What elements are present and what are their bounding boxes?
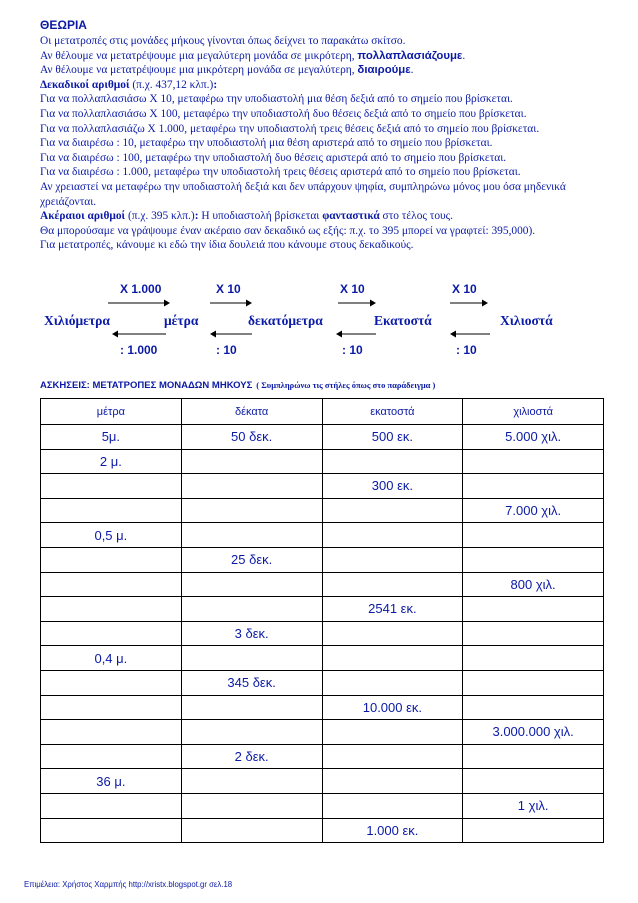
- table-cell[interactable]: [463, 744, 604, 769]
- table-cell[interactable]: [322, 498, 463, 523]
- table-cell[interactable]: [322, 547, 463, 572]
- table-cell[interactable]: [322, 720, 463, 745]
- table-cell[interactable]: [41, 695, 182, 720]
- table-cell[interactable]: [41, 744, 182, 769]
- table-cell[interactable]: [41, 670, 182, 695]
- table-cell: 5.000 χιλ.: [463, 425, 604, 450]
- table-cell[interactable]: [463, 621, 604, 646]
- table-row: [41, 523, 604, 548]
- table-cell[interactable]: [322, 793, 463, 818]
- table-cell[interactable]: [463, 818, 604, 843]
- exercise-title: [40, 375, 435, 393]
- table-cell[interactable]: [41, 597, 182, 622]
- right-arrow-icon: [450, 299, 488, 307]
- header-meters: μέτρα: [41, 399, 182, 425]
- table-cell: 10.000 εκ.: [322, 695, 463, 720]
- exercise-heading: ΑΣΚΗΣΕΙΣ: ΜΕΤΑΤΡΟΠΕΣ ΜΟΝΑΔΩΝ ΜΗΚΟΥΣ: [40, 380, 253, 391]
- decimals-heading: Δεκαδικοί αριθμοί (π.χ. 437,12 κλπ.):: [40, 78, 218, 91]
- table-row: [41, 621, 604, 646]
- theory-section: [40, 18, 600, 253]
- table-cell[interactable]: [463, 474, 604, 499]
- table-cell[interactable]: [181, 646, 322, 671]
- exercise-note: ( Συμπληρώνω τις στήλες όπως στο παράδειγμα ): [256, 380, 436, 390]
- table-cell[interactable]: [322, 523, 463, 548]
- table-cell: 25 δεκ.: [181, 547, 322, 572]
- header-centimeters: εκατοστά: [322, 399, 463, 425]
- unit-meters: μέτρα: [164, 313, 199, 328]
- divide-label: : 10: [456, 343, 477, 357]
- table-row: [41, 498, 604, 523]
- rule-line: Αν χρειαστεί να μεταφέρω την υποδιαστολή δεξιά και δεν υπάρχουν ψηφία, συμπληρώνω μόνος μου όσα μηδενικά χρειάζονται.: [40, 180, 566, 208]
- table-cell[interactable]: [181, 769, 322, 794]
- table-row: [41, 474, 604, 499]
- unit-kilometers: Χιλιόμετρα: [44, 313, 110, 328]
- right-arrow-icon: [338, 299, 376, 307]
- unit-decimeters: δεκατόμετρα: [248, 313, 323, 328]
- divide-label: : 10: [342, 343, 363, 357]
- left-arrow-icon: [450, 330, 490, 338]
- table-header-row: [41, 399, 604, 425]
- table-cell[interactable]: [322, 621, 463, 646]
- integers-line-3: Για μετατροπές, κάνουμε κι εδώ την ίδια δουλειά που κάνουμε στους δεκαδικούς.: [40, 239, 414, 252]
- table-cell[interactable]: [463, 646, 604, 671]
- table-cell: 500 εκ.: [322, 425, 463, 450]
- table-cell: 300 εκ.: [322, 474, 463, 499]
- table-cell: 2541 εκ.: [322, 597, 463, 622]
- divide-label: : 10: [216, 343, 237, 357]
- multiply-label: Χ 1.000: [120, 282, 162, 296]
- table-row: [41, 793, 604, 818]
- table-cell[interactable]: [181, 720, 322, 745]
- table-cell[interactable]: [181, 474, 322, 499]
- table-cell[interactable]: [463, 769, 604, 794]
- table-cell: 36 μ.: [41, 769, 182, 794]
- table-row: [41, 769, 604, 794]
- table-cell[interactable]: [181, 498, 322, 523]
- table-cell: 0,5 μ.: [41, 523, 182, 548]
- table-cell[interactable]: [181, 523, 322, 548]
- table-cell: 5μ.: [41, 425, 182, 450]
- rule-line: Για να διαιρέσω : 100, μεταφέρω την υποδιαστολή δυο θέσεις αριστερά από το σημείο που βρίσκεται.: [40, 151, 507, 164]
- table-cell: 2 μ.: [41, 449, 182, 474]
- table-cell[interactable]: [181, 695, 322, 720]
- table-cell[interactable]: [463, 523, 604, 548]
- table-row: [41, 425, 604, 450]
- table-cell[interactable]: [41, 547, 182, 572]
- table-cell[interactable]: [322, 744, 463, 769]
- unit-centimeters: Εκατοστά: [374, 313, 432, 328]
- table-cell[interactable]: [181, 818, 322, 843]
- table-row: [41, 695, 604, 720]
- table-cell[interactable]: [322, 449, 463, 474]
- table-cell[interactable]: [41, 793, 182, 818]
- table-row: [41, 572, 604, 597]
- table-cell[interactable]: [463, 449, 604, 474]
- table-cell[interactable]: [41, 474, 182, 499]
- intro-line-3: Αν θέλουμε να μετατρέψουμε μια μικρότερη μονάδα σε μεγαλύτερη, διαιρούμε.: [40, 64, 414, 77]
- table-cell: 3.000.000 χιλ.: [463, 720, 604, 745]
- table-cell[interactable]: [322, 646, 463, 671]
- table-row: [41, 646, 604, 671]
- left-arrow-icon: [112, 330, 166, 338]
- table-cell: 50 δεκ.: [181, 425, 322, 450]
- conversion-diagram: [40, 280, 600, 360]
- table-cell[interactable]: [41, 720, 182, 745]
- integers-line-2: Θα μπορούσαμε να γράψουμε έναν ακέραιο σαν δεκαδικό ως εξής: π.χ. το 395 μπορεί να γραφτεί: 395,000).: [40, 224, 536, 237]
- table-cell[interactable]: [181, 572, 322, 597]
- header-millimeters: χιλιοστά: [463, 399, 604, 425]
- table-cell[interactable]: [463, 547, 604, 572]
- integers-heading: Ακέραιοι αριθμοί (π.χ. 395 κλπ.): Η υποδιαστολή βρίσκεται φανταστικά στο τέλος τους.: [40, 210, 454, 223]
- table-cell[interactable]: [322, 572, 463, 597]
- table-cell: 0,4 μ.: [41, 646, 182, 671]
- rule-line: Για να πολλαπλασιάζω Χ 1.000, μεταφέρω την υποδιαστολή τρεις θέσεις δεξιά από το σημείο που βρίσκεται.: [40, 122, 540, 135]
- table-cell[interactable]: [181, 793, 322, 818]
- table-row: [41, 547, 604, 572]
- table-row: [41, 670, 604, 695]
- table-row: [41, 597, 604, 622]
- table-row: [41, 720, 604, 745]
- table-cell: 2 δεκ.: [181, 744, 322, 769]
- multiply-label: Χ 10: [216, 282, 241, 296]
- table-row: [41, 818, 604, 843]
- table-cell[interactable]: [463, 695, 604, 720]
- table-cell[interactable]: [322, 769, 463, 794]
- theory-title: ΘΕΩΡΙΑ: [40, 18, 87, 32]
- table-cell[interactable]: [181, 597, 322, 622]
- table-cell: 800 χιλ.: [463, 572, 604, 597]
- right-arrow-icon: [108, 299, 170, 307]
- rule-line: Για να πολλαπλασιάσω Χ 10, μεταφέρω την υποδιαστολή μια θέση δεξιά από το σημείο που βρίσκεται.: [40, 93, 513, 106]
- table-cell: 3 δεκ.: [181, 621, 322, 646]
- intro-line-2: Αν θέλουμε να μετατρέψουμε μια μεγαλύτερη μονάδα σε μικρότερη, πολλαπλασιάζουμε.: [40, 49, 466, 62]
- left-arrow-icon: [336, 330, 376, 338]
- table-cell[interactable]: [322, 670, 463, 695]
- footer-credit: Επιμέλεια: Χρήστος Χαρμπής http://xristx.blogspot.gr σελ.18: [24, 880, 233, 889]
- unit-millimeters: Χιλιοστά: [500, 313, 553, 328]
- table-cell[interactable]: [181, 449, 322, 474]
- table-row: [41, 744, 604, 769]
- multiply-label: Χ 10: [340, 282, 365, 296]
- rule-line: Για να διαιρέσω : 10, μεταφέρω την υποδιαστολή μια θέση αριστερά από το σημείο που βρίσκεται.: [40, 137, 493, 150]
- table-cell: 1.000 εκ.: [322, 818, 463, 843]
- rule-line: Για να πολλαπλασιάσω Χ 100, μεταφέρω την υποδιαστολή δυο θέσεις δεξιά από το σημείο που βρίσκεται.: [40, 107, 527, 120]
- table-cell[interactable]: [463, 597, 604, 622]
- right-arrow-icon: [210, 299, 252, 307]
- table-cell[interactable]: [41, 621, 182, 646]
- table-cell[interactable]: [463, 670, 604, 695]
- keyword-divide: διαιρούμε: [357, 64, 411, 77]
- table-cell[interactable]: [41, 498, 182, 523]
- table-cell[interactable]: [41, 818, 182, 843]
- rule-line: Για να διαιρέσω : 1.000, μεταφέρω την υποδιαστολή τρεις θέσεις αριστερά από το σημείο που βρίσκεται.: [40, 166, 521, 179]
- table-cell: 7.000 χιλ.: [463, 498, 604, 523]
- table-cell[interactable]: [41, 572, 182, 597]
- left-arrow-icon: [210, 330, 252, 338]
- keyword-multiply: πολλαπλασιάζουμε: [357, 49, 463, 62]
- header-decimeters: δέκατα: [181, 399, 322, 425]
- conversion-table: [40, 398, 604, 843]
- intro-line-1: Οι μετατροπές στις μονάδες μήκους γίνονται όπως δείχνει το παρακάτω σκίτσο.: [40, 35, 406, 47]
- table-cell: 345 δεκ.: [181, 670, 322, 695]
- table-cell: 1 χιλ.: [463, 793, 604, 818]
- multiply-label: Χ 10: [452, 282, 477, 296]
- divide-label: : 1.000: [120, 343, 158, 357]
- table-row: [41, 449, 604, 474]
